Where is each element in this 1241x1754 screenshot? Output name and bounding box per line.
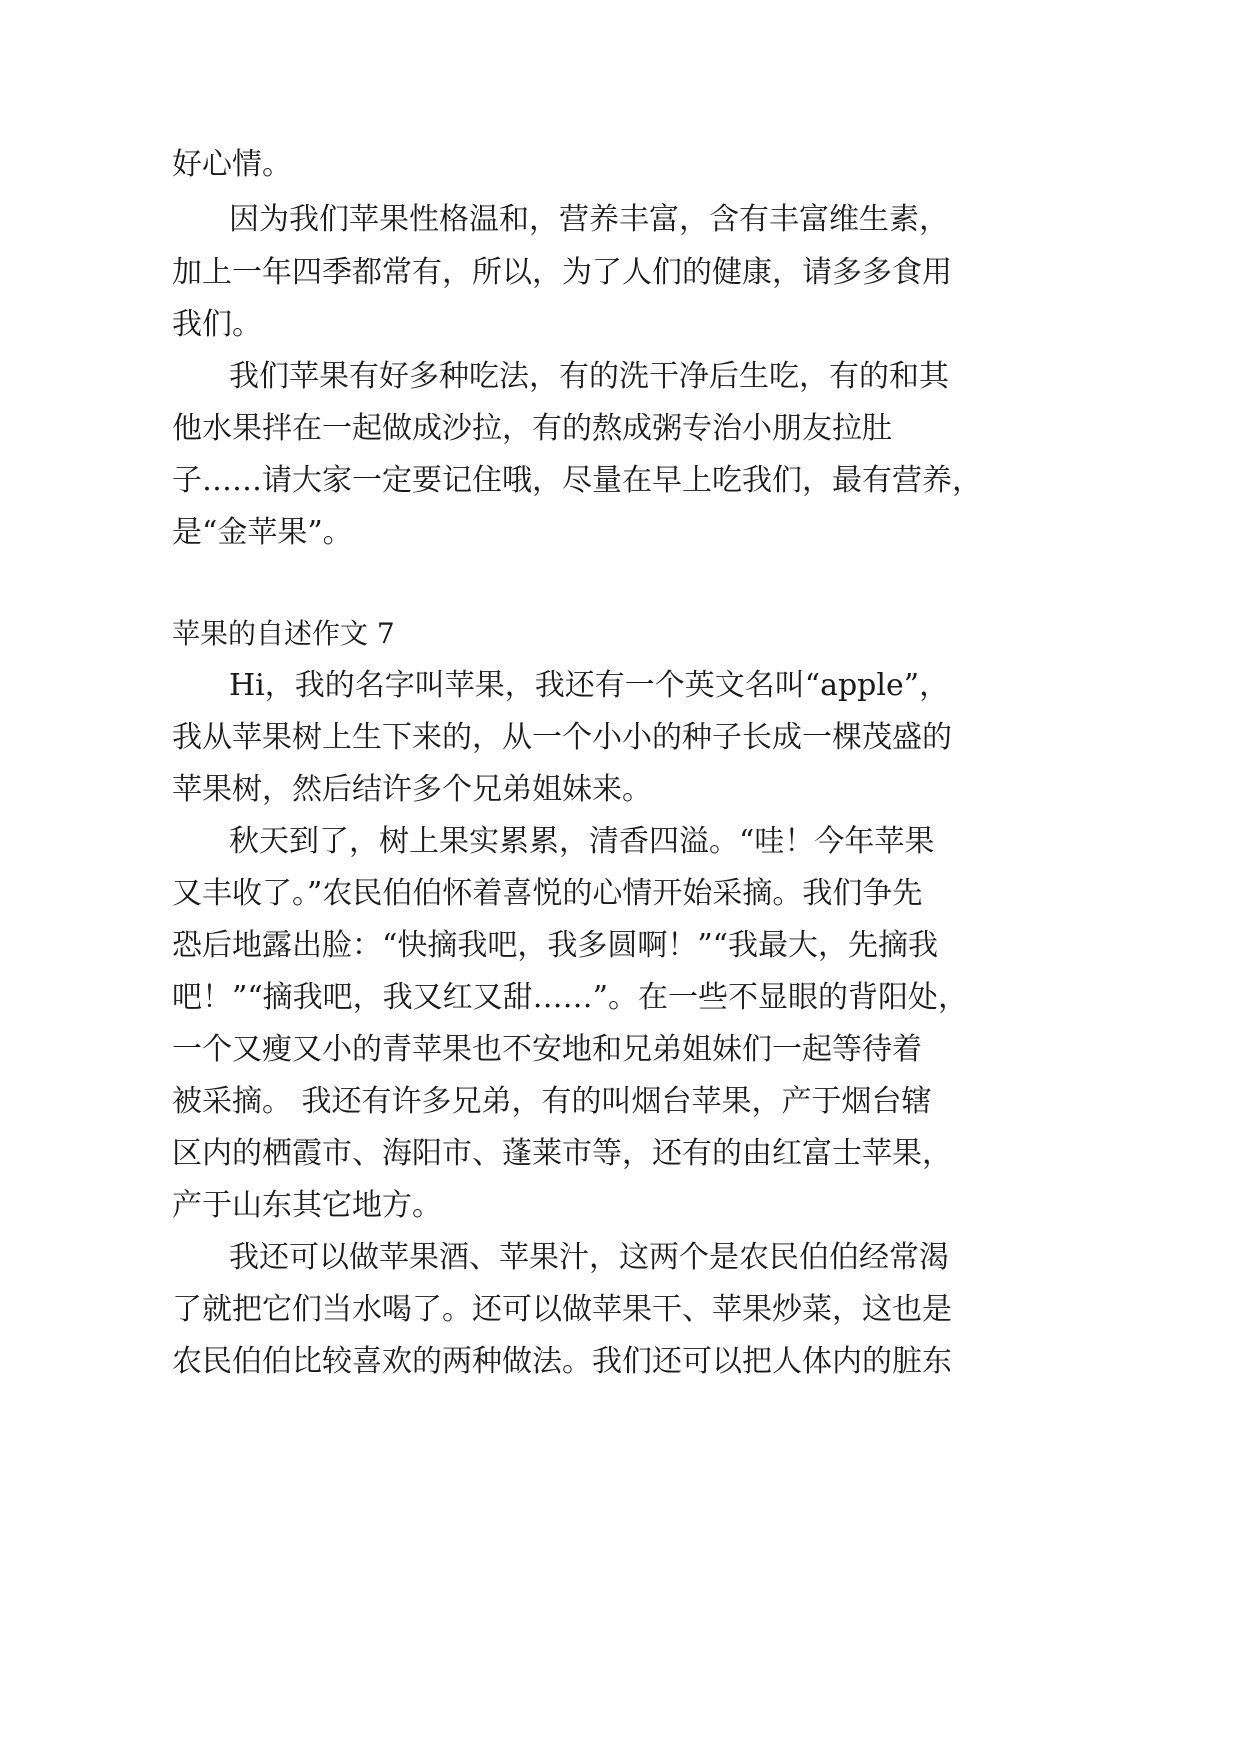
- paragraph-1-line-1: 好心情。: [172, 147, 292, 182]
- paragraph-2-line-1: 因为我们苹果性格温和，营养丰富，含有丰富维生素，: [229, 202, 949, 237]
- section-heading: 苹果的自述作文 7: [172, 617, 395, 650]
- paragraph-3-line-1: 我们苹果有好多种吃法，有的洗干净后生吃，有的和其: [229, 359, 949, 394]
- paragraph-6-line-2: 了就把它们当水喝了。还可以做苹果干、苹果炒菜，这也是: [172, 1292, 952, 1327]
- paragraph-3-line-2: 他水果拌在一起做成沙拉，有的熬成粥专治小朋友拉肚: [172, 411, 892, 446]
- paragraph-5-line-5: 一个又瘦又小的青苹果也不安地和兄弟姐妹们一起等待着: [172, 1032, 922, 1067]
- paragraph-5-line-7: 区内的栖霞市、海阳市、蓬莱市等，还有的由红富士苹果，: [172, 1136, 952, 1171]
- paragraph-5-line-1: 秋天到了，树上果实累累，清香四溢。“哇！今年苹果: [229, 824, 935, 859]
- paragraph-5-line-6: 被采摘。 我还有许多兄弟，有的叫烟台苹果，产于烟台辖: [172, 1084, 932, 1119]
- paragraph-2-line-2: 加上一年四季都常有，所以，为了人们的健康，请多多食用: [172, 255, 952, 290]
- paragraph-5-line-2: 又丰收了。”农民伯伯怀着喜悦的心情开始采摘。我们争先: [172, 876, 923, 911]
- paragraph-4-line-1: Hi，我的名字叫苹果，我还有一个英文名叫“apple”，: [229, 668, 950, 703]
- paragraph-4-line-2: 我从苹果树上生下来的，从一个小小的种子长成一棵茂盛的: [172, 720, 952, 755]
- paragraph-3-line-3: 子……请大家一定要记住哦，尽量在早上吃我们，最有营养，: [172, 463, 982, 498]
- paragraph-6-line-3: 农民伯伯比较喜欢的两种做法。我们还可以把人体内的脏东: [172, 1344, 952, 1379]
- paragraph-3-line-4: 是“金苹果”。: [172, 515, 353, 550]
- paragraph-5-line-3: 恐后地露出脸：“快摘我吧，我多圆啊！”“我最大，先摘我: [172, 928, 939, 963]
- paragraph-6-line-1: 我还可以做苹果酒、苹果汁，这两个是农民伯伯经常渴: [229, 1240, 949, 1275]
- paragraph-5-line-4: 吧！”“摘我吧，我又红又甜……”。在一些不显眼的背阳处，: [172, 980, 969, 1015]
- paragraph-5-line-8: 产于山东其它地方。: [172, 1188, 442, 1223]
- paragraph-2-line-3: 我们。: [172, 307, 262, 342]
- paragraph-4-line-3: 苹果树，然后结许多个兄弟姐妹来。: [172, 772, 652, 807]
